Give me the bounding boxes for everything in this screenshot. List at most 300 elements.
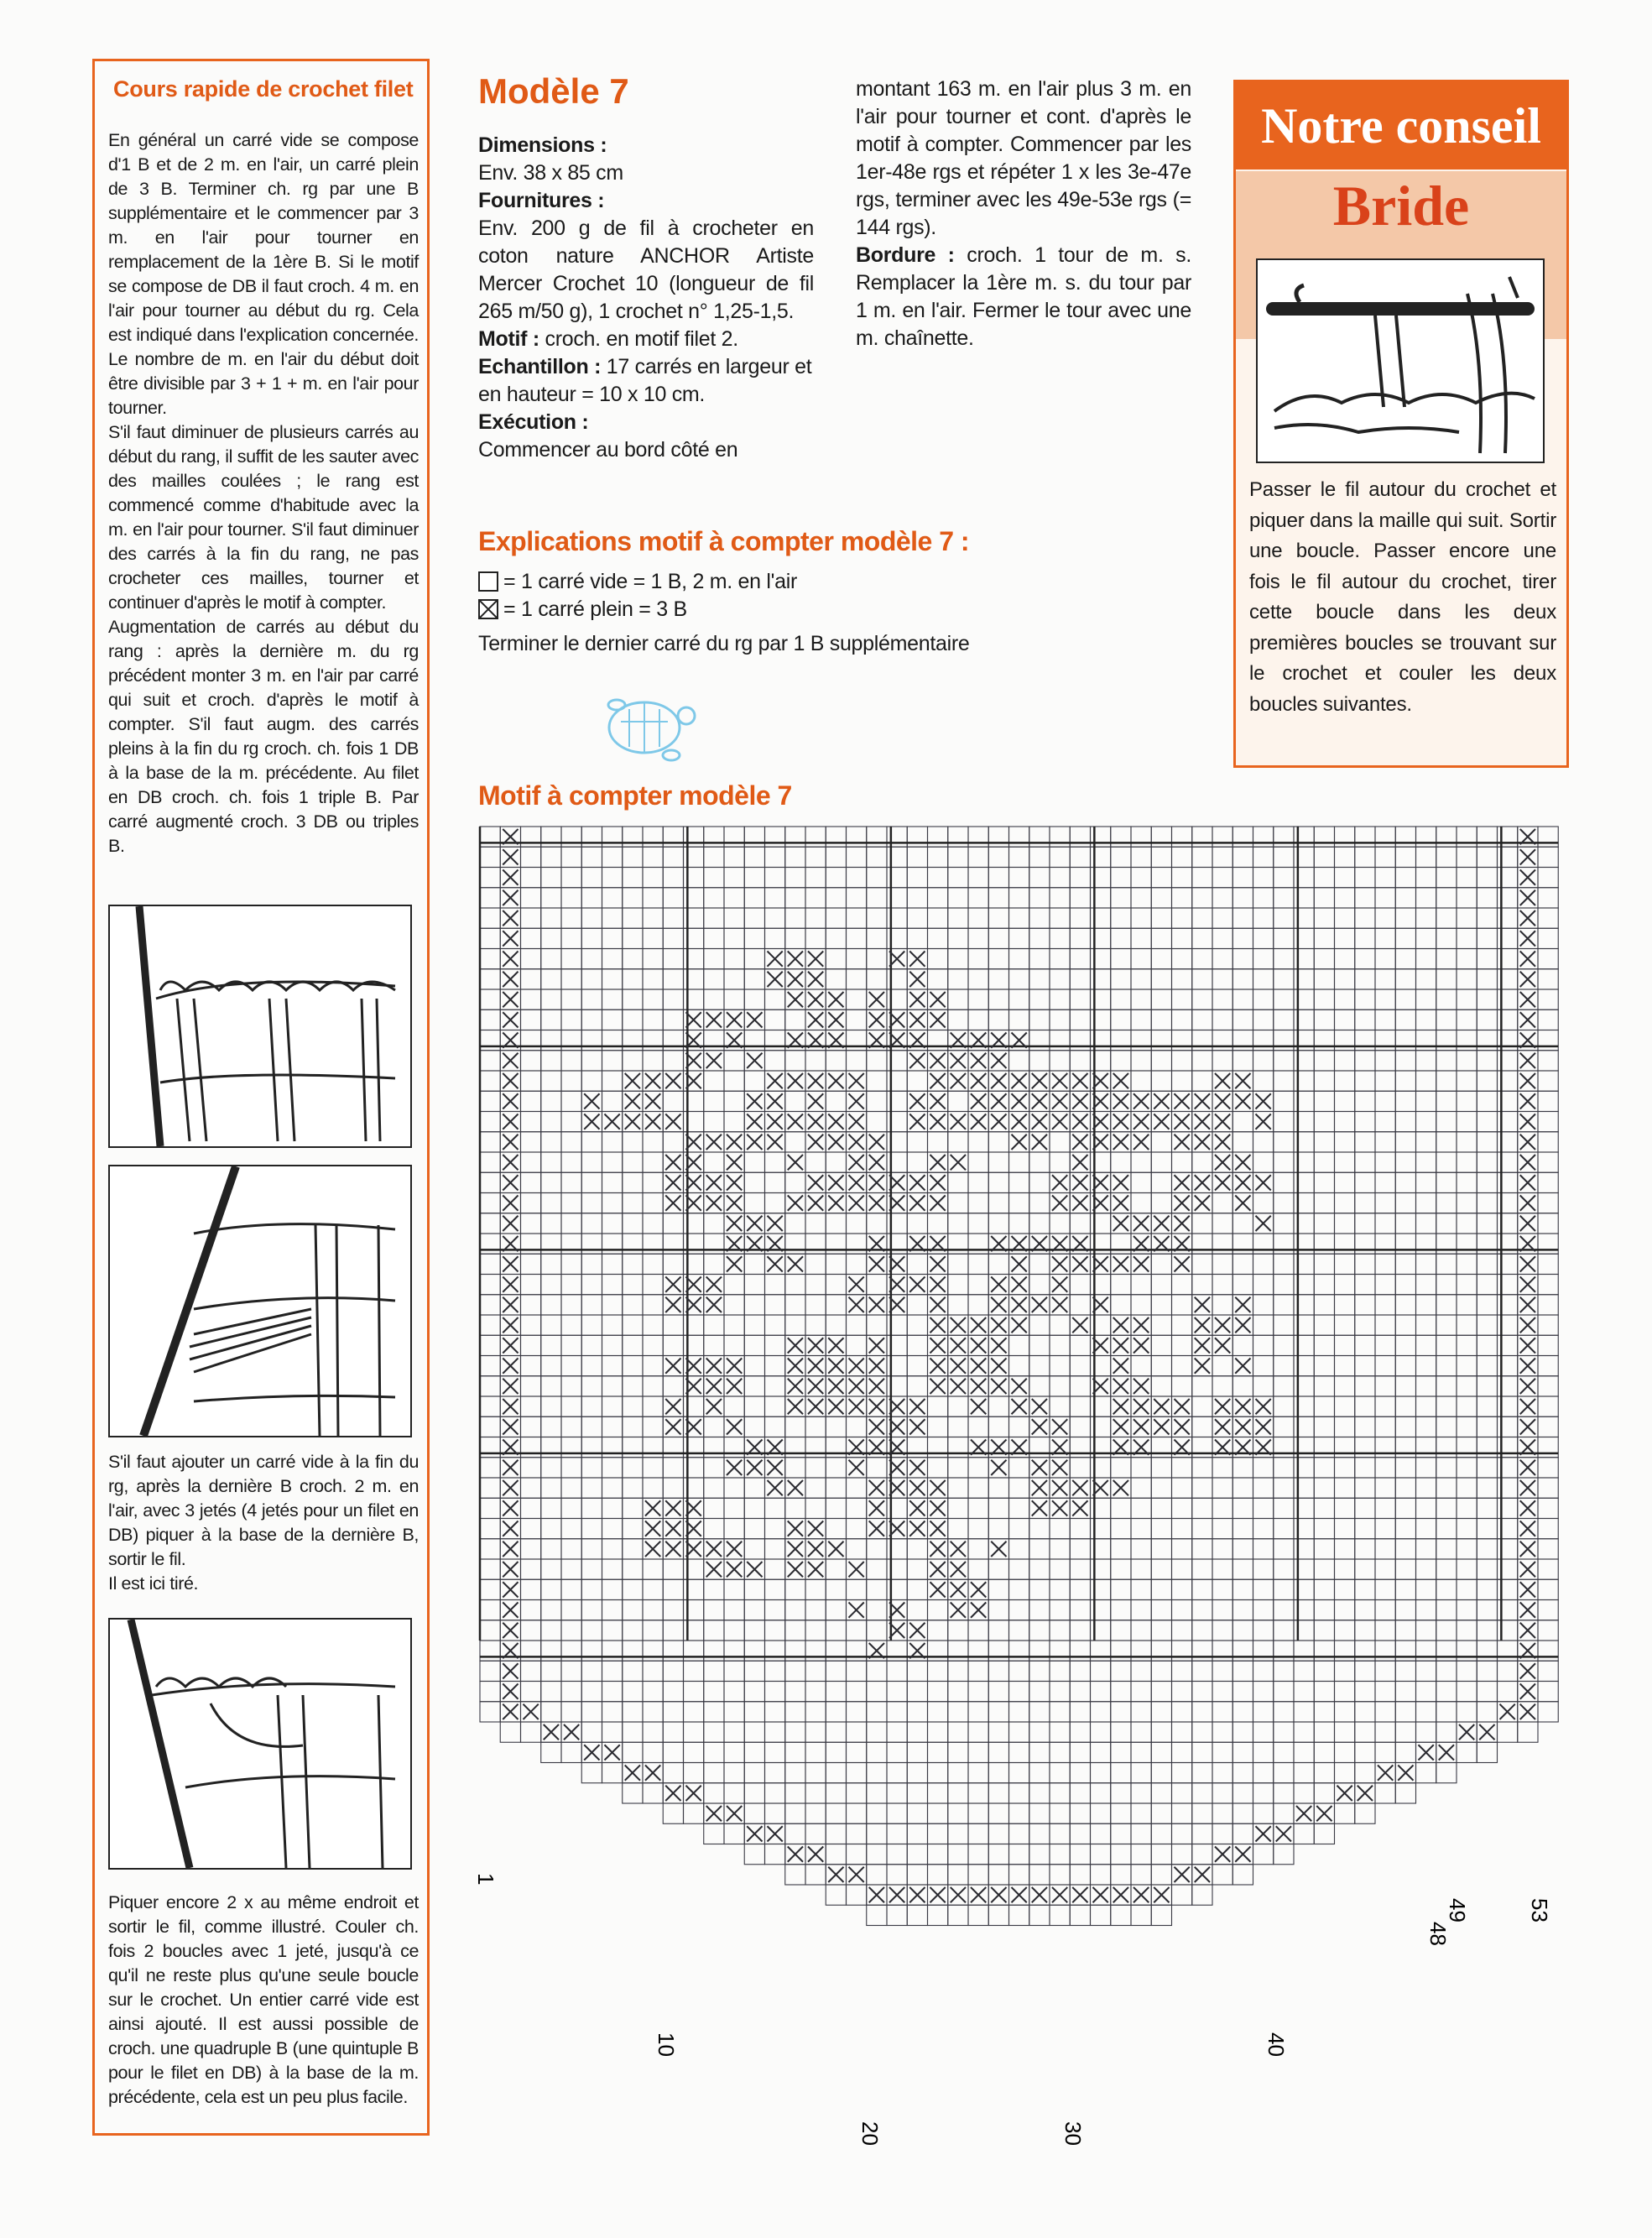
chart-cell (1151, 1763, 1171, 1783)
chart-cell (704, 1620, 724, 1641)
chart-cell (988, 1213, 1008, 1234)
filled-square-mark (951, 1317, 966, 1333)
chart-cell (785, 1295, 805, 1315)
chart-cell (602, 1315, 623, 1335)
chart-cell (968, 1213, 988, 1234)
filled-square-mark (951, 1359, 966, 1374)
chart-cell (1395, 1193, 1415, 1213)
filled-square-mark (1520, 1135, 1535, 1150)
filled-square-mark (930, 1114, 946, 1129)
filled-square-mark (503, 890, 518, 905)
chart-cell (561, 1315, 581, 1335)
chart-cell (1395, 1254, 1415, 1274)
chart-cell (561, 1275, 581, 1295)
chart-cell (1274, 949, 1294, 969)
chart-cell (948, 1213, 968, 1234)
chart-cell (623, 1335, 643, 1355)
chart-cell (1050, 1823, 1070, 1844)
chart-cell (1050, 1009, 1070, 1030)
chart-cell (1253, 847, 1274, 867)
chart-cell (704, 1742, 724, 1762)
chart-cell (581, 1051, 602, 1071)
chart-cell (1192, 1498, 1212, 1518)
chart-cell (1192, 888, 1212, 908)
chart-cell (643, 969, 663, 989)
sidebar-para-1: En général un carré vide se compose d'1 B et de 2 m. en l'air, un carré plein de 3 B. Terminer ch. rg par une B supplémentaire et le commencer par 3 m. en l'air pour tourner en remplacement de la 1ère B. Si le motif se compose de DB il faut croch. 4 m. en l'air pour tourner au début du rg. Cela est indiqué dans l'explication concernée. Le nombre de m. en l'air du début doit être divisible par 3 + 1 + m. en l'air pour tourner. (108, 130, 419, 418)
chart-cell (928, 1865, 948, 1885)
filled-square-mark (1276, 1826, 1291, 1841)
filled-square-mark (1459, 1724, 1474, 1740)
chart-cell (1070, 1416, 1090, 1437)
chart-cell (581, 969, 602, 989)
filled-square-mark (1133, 1379, 1149, 1394)
chart-cell (602, 1335, 623, 1355)
chart-cell (826, 928, 846, 948)
filled-square-mark (1520, 1256, 1535, 1271)
chart-cell (1070, 1335, 1090, 1355)
chart-cell (928, 908, 948, 928)
chart-cell (1253, 1559, 1274, 1579)
chart-cell (744, 1254, 764, 1274)
chart-cell (1274, 928, 1294, 948)
chart-cell (1375, 1519, 1395, 1539)
filled-square-mark (1439, 1745, 1454, 1760)
filled-square-mark (727, 1359, 742, 1374)
chart-cell (1274, 1295, 1294, 1315)
chart-cell (602, 1498, 623, 1518)
chart-cell (847, 1844, 867, 1865)
chart-cell (1192, 1742, 1212, 1762)
chart-cell (1416, 1458, 1436, 1478)
chart-cell (968, 1416, 988, 1437)
chart-cell (1192, 969, 1212, 989)
chart-cell (1029, 1356, 1050, 1376)
filled-square-mark (768, 1480, 783, 1495)
chart-cell (724, 888, 744, 908)
chart-cell (1029, 1335, 1050, 1355)
chart-cell (1151, 989, 1171, 1009)
chart-cell (1436, 1335, 1457, 1355)
chart-cell (744, 868, 764, 888)
chart-cell (1212, 1295, 1232, 1315)
chart-cell (785, 1600, 805, 1620)
filled-square-mark (1215, 1135, 1230, 1150)
filled-square-mark (625, 1766, 640, 1781)
chart-cell (541, 1112, 561, 1132)
filled-square-mark (645, 1093, 660, 1109)
chart-cell (521, 928, 541, 948)
chart-cell (541, 1702, 561, 1722)
filled-square-mark (503, 1562, 518, 1577)
chart-cell (1212, 1620, 1232, 1641)
chart-cell (541, 1600, 561, 1620)
chart-cell (1050, 868, 1070, 888)
chart-cell (1111, 908, 1131, 928)
chart-cell (1314, 1519, 1334, 1539)
chart-cell (826, 1213, 846, 1234)
chart-cell (1436, 1009, 1457, 1030)
chart-cell (1253, 1539, 1274, 1559)
chart-cell (744, 1478, 764, 1498)
chart-cell (602, 989, 623, 1009)
chart-cell (826, 1275, 846, 1295)
chart-cell (1457, 1112, 1477, 1132)
chart-cell (785, 1661, 805, 1681)
chart-cell (643, 1009, 663, 1030)
chart-cell (581, 928, 602, 948)
chart-cell (1029, 1275, 1050, 1295)
chart-cell (541, 1132, 561, 1152)
chart-cell (1172, 1051, 1192, 1071)
chart-cell (988, 1132, 1008, 1152)
chart-cell (704, 1519, 724, 1539)
chart-cell (1436, 1682, 1457, 1702)
chart-cell (1192, 1254, 1212, 1274)
chart-cell (1192, 1885, 1212, 1905)
chart-cell (1151, 1539, 1171, 1559)
chart-cell (948, 1193, 968, 1213)
filled-square-mark (706, 1196, 722, 1211)
chart-cell (928, 1905, 948, 1925)
filled-square-mark (971, 1093, 986, 1109)
chart-cell (948, 1682, 968, 1702)
filled-square-mark (1032, 1399, 1047, 1414)
chart-cell (1457, 1416, 1477, 1437)
chart-cell (1151, 1823, 1171, 1844)
chart-cell (1436, 1051, 1457, 1071)
filled-square-mark (503, 1399, 518, 1414)
chart-cell (968, 1172, 988, 1192)
chart-cell (1436, 1172, 1457, 1192)
chart-cell (581, 1315, 602, 1335)
filled-square-mark (1256, 1093, 1271, 1109)
chart-cell (1314, 1356, 1334, 1376)
chart-cell (826, 1051, 846, 1071)
chart-cell (1538, 1458, 1558, 1478)
chart-cell (663, 1803, 683, 1823)
chart-cell (1050, 1763, 1070, 1783)
chart-cell (1538, 1396, 1558, 1416)
chart-cell (521, 1620, 541, 1641)
filled-square-mark (768, 1826, 783, 1841)
chart-cell (1538, 908, 1558, 928)
chart-cell (1009, 1213, 1029, 1234)
chart-cell (1029, 1376, 1050, 1396)
chart-cell (744, 1783, 764, 1803)
chart-cell (480, 1498, 500, 1518)
execution-continued: montant 163 m. en l'air plus 3 m. en l'air pour tourner et cont. d'après le motif à compter. Commencer par les 1er-48e rgs et répéter 1 x les 3e-47e rgs, terminer avec les 49e-53e rgs (= 144 rgs). (856, 77, 1191, 239)
chart-cell (663, 1458, 683, 1478)
chart-cell (1253, 888, 1274, 908)
filled-square-mark (564, 1724, 579, 1740)
chart-cell (623, 969, 643, 989)
chart-cell (1335, 1559, 1355, 1579)
chart-cell (1335, 1254, 1355, 1274)
chart-cell (1111, 1498, 1131, 1518)
chart-cell (663, 1559, 683, 1579)
chart-cell (1111, 1742, 1131, 1762)
chart-cell (561, 1458, 581, 1478)
chart-cell (1070, 1213, 1090, 1234)
chart-cell (805, 1783, 826, 1803)
fournitures-label: Fournitures : (478, 189, 605, 212)
filled-square-mark (788, 992, 803, 1007)
chart-cell (1050, 1803, 1070, 1823)
chart-cell (765, 908, 785, 928)
filled-square-mark (909, 992, 925, 1007)
chart-cell (663, 908, 683, 928)
chart-cell (581, 888, 602, 908)
filled-square-mark (645, 1073, 660, 1088)
filled-square-mark (1154, 1399, 1169, 1414)
chart-cell (480, 949, 500, 969)
chart-cell (602, 1539, 623, 1559)
chart-cell (1274, 1213, 1294, 1234)
filled-square-mark (665, 1399, 680, 1414)
chart-cell (765, 1275, 785, 1295)
filled-square-mark (828, 1542, 843, 1557)
filled-square-mark (1215, 1155, 1230, 1170)
chart-cell (1070, 1356, 1090, 1376)
chart-cell (1436, 1519, 1457, 1539)
chart-cell (1232, 1051, 1253, 1071)
chart-cell (907, 1356, 927, 1376)
chart-cell (988, 1152, 1008, 1172)
chart-cell (1253, 1376, 1274, 1396)
chart-cell (724, 1722, 744, 1742)
chart-cell (826, 949, 846, 969)
chart-cell (1070, 1742, 1090, 1762)
chart-cell (988, 1823, 1008, 1844)
chart-cell (704, 928, 724, 948)
chart-cell (561, 1091, 581, 1111)
chart-cell (1477, 1559, 1497, 1579)
chart-cell (765, 1783, 785, 1803)
chart-cell (988, 1620, 1008, 1641)
chart-cell (1111, 969, 1131, 989)
chart-cell (704, 1213, 724, 1234)
chart-cell (968, 1539, 988, 1559)
chart-cell (826, 1682, 846, 1702)
chart-cell (1212, 1783, 1232, 1803)
chart-cell (1029, 888, 1050, 908)
chart-cell (1416, 1478, 1436, 1498)
chart-cell (988, 1844, 1008, 1865)
filled-square-mark (1012, 1256, 1027, 1271)
chart-cell (847, 1213, 867, 1234)
chart-cell (480, 1376, 500, 1396)
filled-square-mark (584, 1114, 599, 1129)
chart-cell (805, 1254, 826, 1274)
chart-cell (1477, 1071, 1497, 1091)
chart-cell (1029, 1152, 1050, 1172)
chart-cell (1335, 847, 1355, 867)
chart-cell (1375, 1315, 1395, 1335)
chart-cell (867, 1763, 887, 1783)
chart-cell (867, 969, 887, 989)
chart-cell (541, 1091, 561, 1111)
chart-cell (1355, 1152, 1375, 1172)
chart-cell (1457, 1661, 1477, 1681)
chart-cell (1416, 1519, 1436, 1539)
chart-cell (643, 1152, 663, 1172)
filled-square-mark (1520, 1419, 1535, 1434)
chart-cell (480, 847, 500, 867)
filled-square-mark (909, 1887, 925, 1902)
chart-cell (1355, 969, 1375, 989)
chart-cell (1172, 1823, 1192, 1844)
chart-cell (1335, 1661, 1355, 1681)
chart-cell (541, 888, 561, 908)
filled-square-mark (828, 1867, 843, 1882)
chart-cell (1029, 1213, 1050, 1234)
chart-cell (1375, 1661, 1395, 1681)
chart-cell (521, 1152, 541, 1172)
chart-cell (847, 1335, 867, 1355)
chart-cell (1355, 1254, 1375, 1274)
chart-cell (1314, 1579, 1334, 1599)
chart-cell (1375, 908, 1395, 928)
chart-cell (1375, 1620, 1395, 1641)
chart-cell (765, 1356, 785, 1376)
chart-cell (643, 868, 663, 888)
chart-cell (643, 1722, 663, 1742)
chart-cell (826, 969, 846, 989)
chart-cell (1274, 1275, 1294, 1295)
chart-cell (1355, 1620, 1375, 1641)
chart-cell (623, 1498, 643, 1518)
filled-square-mark (1093, 1887, 1108, 1902)
chart-cell (988, 1722, 1008, 1742)
filled-square-mark (503, 1317, 518, 1333)
chart-cell (805, 1579, 826, 1599)
chart-cell (1050, 1905, 1070, 1925)
filled-square-mark (1520, 1114, 1535, 1129)
chart-cell (1111, 1661, 1131, 1681)
filled-square-mark (828, 1379, 843, 1394)
chart-cell (1151, 1905, 1171, 1925)
chart-cell (1457, 1478, 1477, 1498)
filled-square-mark (930, 1379, 946, 1394)
chart-cell (907, 1661, 927, 1681)
chart-cell (684, 1702, 704, 1722)
chart-cell (643, 1579, 663, 1599)
sidebar-para-4b: Il est ici tiré. (108, 1573, 199, 1594)
chart-cell (968, 1763, 988, 1783)
chart-cell (581, 1295, 602, 1315)
chart-cell (1212, 1498, 1232, 1518)
filled-square-mark (991, 1297, 1006, 1312)
chart-cell (805, 1620, 826, 1641)
chart-cell (643, 1661, 663, 1681)
filled-square-mark (503, 972, 518, 987)
chart-cell (623, 1722, 643, 1742)
chart-cell (581, 1152, 602, 1172)
filled-square-mark (727, 1542, 742, 1557)
chart-cell (541, 1579, 561, 1599)
chart-cell (1314, 969, 1334, 989)
chart-cell (867, 908, 887, 928)
chart-cell (988, 1396, 1008, 1416)
chart-cell (1151, 888, 1171, 908)
chart-cell (805, 1702, 826, 1722)
chart-cell (1274, 847, 1294, 867)
chart-cell (1253, 928, 1274, 948)
chart-cell (541, 1356, 561, 1376)
chart-cell (1131, 1682, 1151, 1702)
chart-cell (785, 1702, 805, 1722)
chart-cell (1192, 1702, 1212, 1722)
chart-cell (561, 868, 581, 888)
chart-cell (1436, 1091, 1457, 1111)
chart-cell (1294, 1702, 1314, 1722)
chart-cell (948, 928, 968, 948)
filled-square-mark (1520, 1480, 1535, 1495)
filled-square-mark (1175, 1419, 1190, 1434)
filled-square-mark (503, 1338, 518, 1353)
chart-cell (1416, 1396, 1436, 1416)
chart-cell (581, 1335, 602, 1355)
filled-square-mark (686, 1786, 701, 1801)
chart-cell (643, 908, 663, 928)
chart-cell (1212, 1803, 1232, 1823)
chart-cell (1436, 1193, 1457, 1213)
chart-cell (1172, 847, 1192, 867)
chart-cell (1355, 1661, 1375, 1681)
chart-cell (480, 1620, 500, 1641)
chart-cell (480, 1396, 500, 1416)
chart-cell (1538, 1091, 1558, 1111)
chart-cell (907, 1844, 927, 1865)
filled-square-mark (706, 1379, 722, 1394)
chart-cell (1009, 1579, 1029, 1599)
chart-cell (1457, 1213, 1477, 1234)
chart-cell (724, 1600, 744, 1620)
chart-cell (1416, 1275, 1436, 1295)
chart-cell (1111, 1275, 1131, 1295)
chart-cell (1477, 1356, 1497, 1376)
filled-square-mark (951, 1379, 966, 1394)
chart-cell (744, 1275, 764, 1295)
chart-cell (480, 1702, 500, 1722)
chart-cell (1172, 1315, 1192, 1335)
chart-cell (541, 1620, 561, 1641)
filled-square-mark (768, 1256, 783, 1271)
chart-cell (521, 1478, 541, 1498)
chart-cell (602, 1213, 623, 1234)
chart-cell (704, 1600, 724, 1620)
chart-cell (1131, 1172, 1151, 1192)
chart-cell (1253, 1498, 1274, 1518)
chart-cell (765, 1803, 785, 1823)
filled-square-mark (503, 1196, 518, 1211)
chart-cell (1355, 949, 1375, 969)
chart-cell (480, 1295, 500, 1315)
chart-cell (1050, 1702, 1070, 1722)
filled-square-mark (1113, 1073, 1128, 1088)
chart-cell (867, 1579, 887, 1599)
filled-square-mark (1378, 1766, 1393, 1781)
chart-cell (1436, 1416, 1457, 1437)
chart-cell (1457, 1152, 1477, 1172)
chart-cell (928, 1132, 948, 1152)
chart-cell (663, 1335, 683, 1355)
chart-cell (867, 1091, 887, 1111)
chart-cell (1232, 1132, 1253, 1152)
chart-cell (1192, 847, 1212, 867)
filled-square-mark (991, 1277, 1006, 1292)
chart-cell (684, 1763, 704, 1783)
